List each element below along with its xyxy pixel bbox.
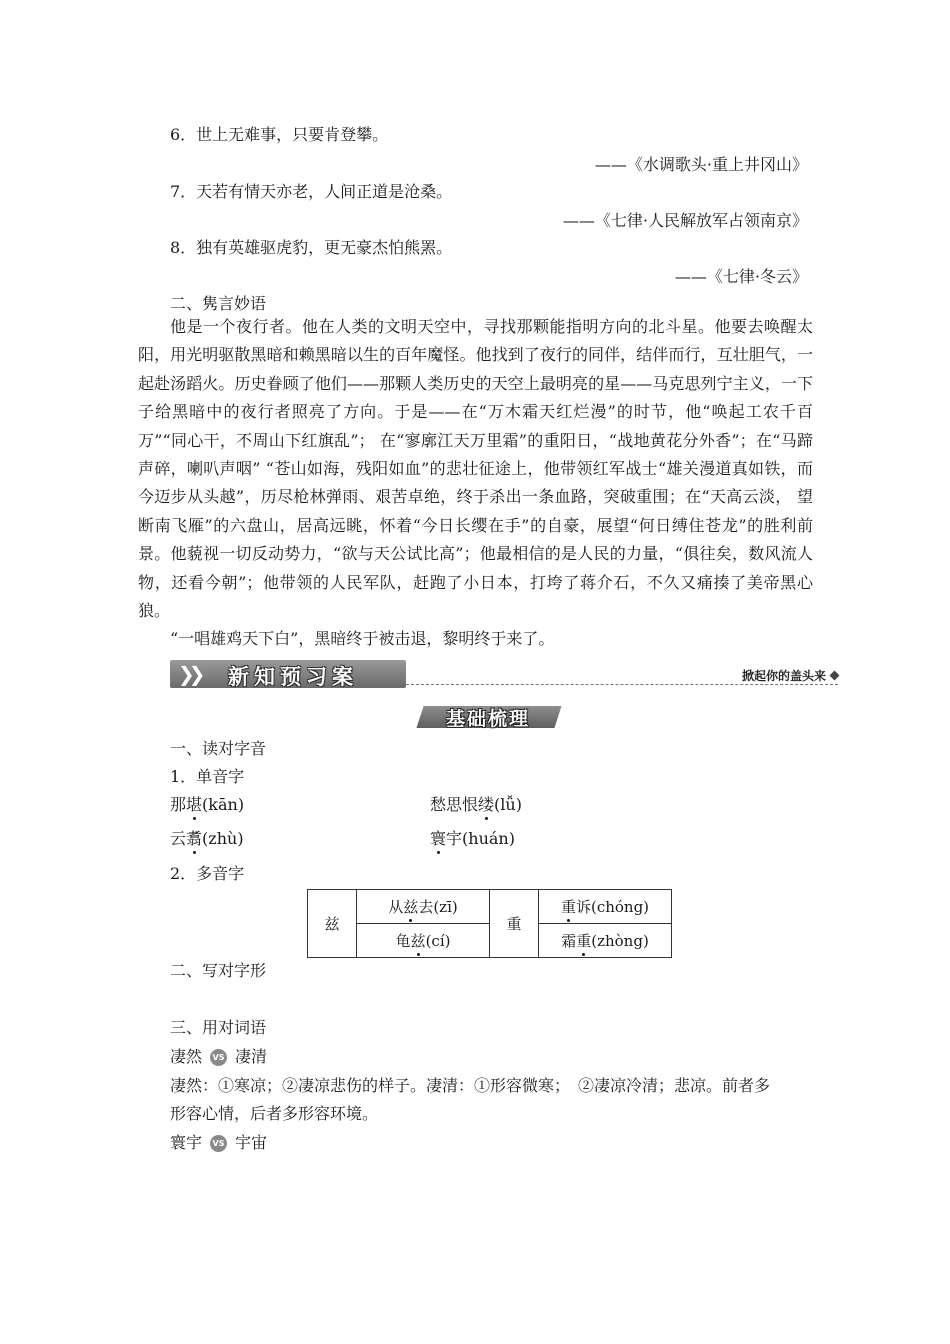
word-prefix: 霜 <box>561 932 577 950</box>
pinyin: 宇(huán) <box>446 829 515 848</box>
single-sound-heading: 1．单音字 <box>170 767 245 786</box>
quote-7-source: ——《七律·人民解放军占领南京》 <box>562 211 808 230</box>
pinyin: (kān) <box>202 795 245 814</box>
banner-subtitle-text: 掀起你的盖头来 <box>741 669 826 683</box>
dotted-char: 重 <box>560 898 576 916</box>
dotted-char: 寰 <box>430 826 446 849</box>
write-heading: 二、写对字形 <box>170 961 267 980</box>
dotted-char: 兹 <box>403 898 419 916</box>
table-cell <box>539 924 672 958</box>
pinyin: (lǚ) <box>494 795 522 814</box>
quote-8-source: ——《七律·冬云》 <box>674 267 808 286</box>
banner-bar <box>170 660 406 688</box>
section-banner <box>170 660 838 690</box>
table-head-left: 兹 <box>308 890 357 958</box>
word-prefix: 愁思恨 <box>430 795 479 814</box>
closing-paragraph: “一唱雄鸡天下白”，黑暗终于被击退，黎明终于来了。 <box>170 629 555 648</box>
word-a: 凄然 <box>170 1047 203 1066</box>
quote-6-source: ——《水调歌头·重上井冈山》 <box>594 155 808 174</box>
use-heading: 三、用对词语 <box>170 1018 267 1037</box>
word-a: 寰宇 <box>170 1133 203 1152</box>
word-b: 宇宙 <box>235 1133 268 1152</box>
single-word-item <box>170 792 244 815</box>
quote-6: 6．世上无难事，只要肯登攀。 <box>170 125 389 144</box>
quote-7: 7．天若有情天亦老，人间正道是沧桑。 <box>170 182 453 201</box>
table-cell <box>357 924 490 958</box>
quote-8: 8．独有英雄驱虎豹，更无豪杰怕熊罴。 <box>170 238 453 257</box>
vs-icon: VS <box>210 1135 227 1152</box>
diamond-icon <box>830 671 840 681</box>
dotted-char: 翥 <box>186 826 202 849</box>
section-two-heading: 二、隽言妙语 <box>170 294 267 313</box>
main-paragraph: 他是一个夜行者。他在人类的文明天空中，寻找那颗能指明方向的北斗星。他要去唤醒太阳，用光明驱散黑暗和赖黑暗以生的百年魔怪。他找到了夜行的同伴，结伴而行，互壮胆气，一起赴汤蹈火。历史眷顾了他们——那颗人类历史的天空上最明亮的星——马克思列宁主义，一下子给黑暗中的夜行者照亮了方向。于是——在“万木霜天红烂漫”的时节，他“唤起工农千百万”“同心干，不周山下红旗乱”； 在“寥廓江天万里霜”的重阳日，“战地黄花分外香”；在“马蹄声碎，喇叭声咽” “苍山如海，残阳如血”的悲壮征途上，他带领红军战士“雄关漫道真如铁，而今迈步从头越”，历尽枪林弹雨、艰苦卓绝，终于杀出一条血路，突破重围；在“天高云淡， 望断南飞雁”的六盘山，居高远眺，怀着“今日长缨在手”的自豪，展望“何日缚住苍龙”的胜利前景。他藐视一切反动势力，“欲与天公试比高”；他最相信的是人民的力量，“俱往矣，数风流人物，还看今朝”；他带领的人民军队，赶跑了小日本，打垮了蒋介石，不久又痛揍了美帝黑心狼。 <box>138 317 813 621</box>
polyphone-table <box>307 889 672 958</box>
pinyin: (zhù) <box>202 829 244 848</box>
table-head-right: 重 <box>490 890 539 958</box>
banner-title: 新知预习案 <box>228 665 358 689</box>
dotted-char: 兹 <box>410 932 426 950</box>
dotted-char: 重 <box>576 932 592 950</box>
word-b: 凄清 <box>235 1047 268 1066</box>
section-tag-text: 基础梳理 <box>446 708 531 730</box>
banner-divider <box>406 684 838 685</box>
table-row <box>308 890 672 924</box>
multi-sound-heading: 2．多音字 <box>170 864 245 883</box>
word-prefix: 云 <box>170 829 187 848</box>
double-chevron-icon: ❯❯ <box>178 662 200 686</box>
single-word-item <box>430 826 515 849</box>
word-suffix: (zhòng) <box>591 932 649 950</box>
read-heading: 一、读对字音 <box>170 739 267 758</box>
word-prefix: 从 <box>388 898 404 916</box>
word-pair-1 <box>170 1044 267 1067</box>
banner-subtitle <box>742 667 838 684</box>
word-pair-2 <box>170 1130 267 1153</box>
dotted-char: 堪 <box>186 792 202 815</box>
single-word-item <box>430 792 522 815</box>
table-cell <box>539 890 672 924</box>
word-suffix: (cí) <box>425 932 451 950</box>
pair-1-desc-line2: 形容心情，后者多形容环境。 <box>170 1104 379 1123</box>
section-tag <box>420 704 562 730</box>
vs-icon: VS <box>210 1049 227 1066</box>
word-suffix: 诉(chóng) <box>575 898 650 916</box>
single-word-item <box>170 826 244 849</box>
word-prefix: 龟 <box>395 932 411 950</box>
dotted-char: 缕 <box>478 792 494 815</box>
word-suffix: 去(zī) <box>418 898 458 916</box>
pair-1-desc-line1: 凄然：①寒凉；②凄凉悲伤的样子。凄清：①形容微寒； ②凄凉冷清；悲凉。前者多 <box>170 1076 771 1095</box>
table-cell <box>357 890 490 924</box>
word-prefix: 那 <box>170 795 187 814</box>
